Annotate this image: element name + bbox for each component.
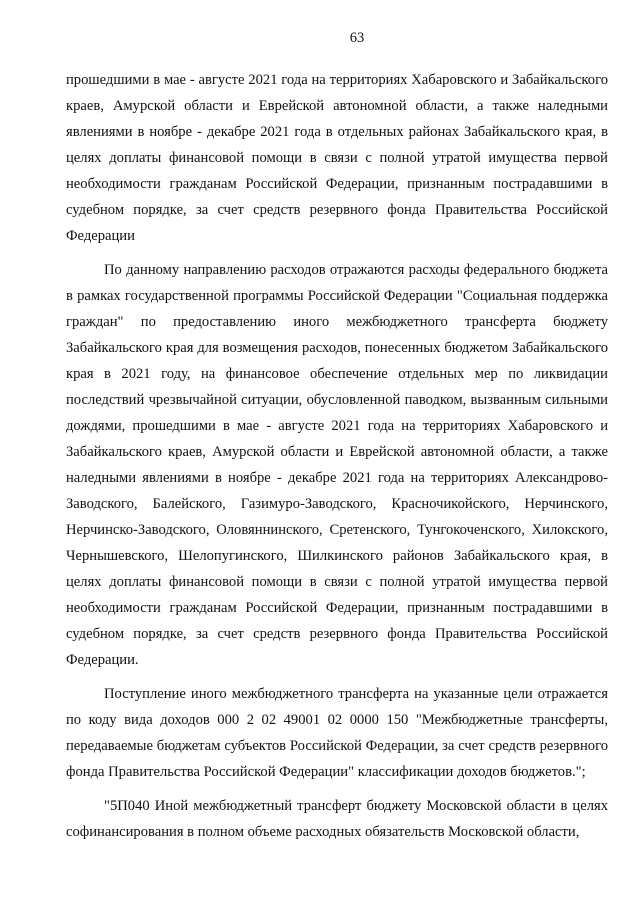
- paragraph-expense-direction: По данному направлению расходов отражаются расходы федерального бюджета в рамках государственной программы Российской Федерации "Социальная поддержка граждан" по предоставлению иного межбюджетного трансферта бюджету Забайкальского края для возмещения расходов, понесенных бюджетом Забайкальского края в 2021 году, на финансовое обеспечение отдельных мер по ликвидации последствий чрезвычайной ситуации, обусловленной паводком, вызванным сильными дождями, прошедшими в мае - августе 2021 года на территориях Хабаровского и Забайкальского краев, Амурской области и Еврейской автономной области, а также наледными явлениями в ноябре - декабре 2021 года на территориях Александрово-Заводского, Балейского, Газимуро-Заводского, Красночикойского, Нерчинского, Нерчинско-Заводского, Оловяннинского, Сретенского, Тунгокоченского, Хилокского, Чернышевского, Шелопугинского, Шилкинского районов Забайкальского края, в целях доплаты финансовой помощи в связи с полной утратой имущества первой необходимости гражданам Российской Федерации, признанным пострадавшими в судебном порядке, за счет средств резервного фонда Правительства Российской Федерации.: [66, 262, 608, 668]
- paragraph-revenue-code: Поступление иного межбюджетного трансферта на указанные цели отражается по коду вида доходов 000 2 02 49001 02 0000 150 "Межбюджетные трансферты, передаваемые бюджетам субъектов Российской Федерации, за счет средств резервного фонда Правительства Российской Федерации" классификации доходов бюджетов.";: [66, 686, 608, 780]
- paragraph-5p040: "5П040 Иной межбюджетный трансферт бюджету Московской области в целях софинансирования в полном объеме расходных обязательств Московской области,: [66, 798, 608, 840]
- page-number: 63: [349, 30, 365, 46]
- paragraph-continuation: прошедшими в мае - августе 2021 года на территориях Хабаровского и Забайкальского краев, Амурской области и Еврейской автономной области, а также наледными явлениями в ноябре - декабре 2021 года в отдельных районах Забайкальского края, в целях доплаты финансовой помощи в связи с полной утратой имущества первой необходимости гражданам Российской Федерации, признанным пострадавшими в судебном порядке, за счет средств резервного фонда Правительства Российской Федерации: [66, 72, 608, 244]
